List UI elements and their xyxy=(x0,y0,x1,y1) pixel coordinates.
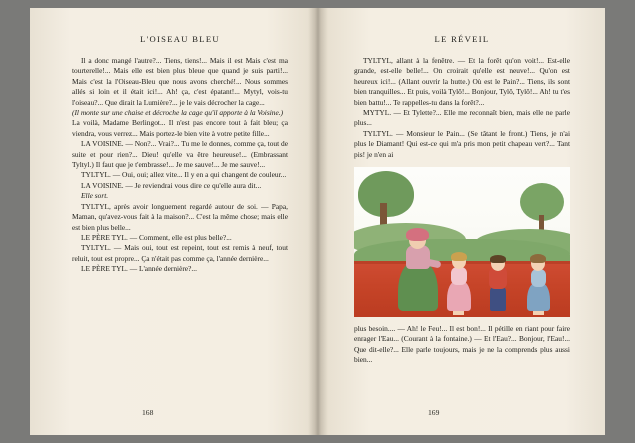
right-running-head: LE RÉVEIL xyxy=(434,34,490,44)
illustration-children-and-old-woman-on-red-path xyxy=(354,167,570,317)
right-folio: 169 xyxy=(428,408,440,417)
figure-old-woman xyxy=(398,225,438,311)
paragraph: TYLTYL. — Oui, oui; allez vite... Il y en a qui changent de couleur... xyxy=(81,170,287,180)
stage-direction-exit: Elle sort. xyxy=(81,191,109,201)
paragraph: LE PÈRE TYL. — L'année dernière?... xyxy=(81,264,197,274)
paragraph: Il a donc mangé l'autre?... Tiens, tiens!... Mais il est Mais c'est ma tourterelle!... Mais elle est bien plus bleue que quand je suis parti!... Mais c'est la l'Oiseau-Bleu que nous avons cherché!... Nous sommes allés si loin et il était ici!... Ah! ça, c'est épatant!... Mytyl, vois-tu l'oiseau?... Que dirait la Lumière?... je le vais décrocher la cage... xyxy=(72,56,288,107)
paragraph: TYLTYL, après avoir longuement regardé autour de soi. — Papa, Maman, qu'avez-vous fait à la maison?... C'est la même chose; mais elle est bien plus belle... xyxy=(72,201,288,232)
paragraph: plus besoin.... — Ah! le Feu!... Il est bon!... Il pétille en riant pour faire enrager l'Eau... (Courant à la fontaine.) — Et l'Eau?... Bonjour, l'Eau!... Que dit-elle?... Elle parle toujours, mais je ne la comprends plus aussi bien... xyxy=(354,324,570,365)
paragraph: LE PÈRE TYL. — Comment, elle est plus belle?... xyxy=(81,232,232,242)
book-gutter xyxy=(308,8,328,435)
left-folio: 168 xyxy=(142,408,154,417)
paragraph: TYLTYL. — Mais oui, tout est repeint, tout est remis à neuf, tout reluit, tout est propre... Ça n'était pas comme ça, l'année dernière... xyxy=(72,243,288,263)
paragraph: LA VOISINE. — Je reviendrai vous dire ce qu'elle aura dit... xyxy=(81,180,262,190)
paragraph: TYLTYL, allant à la fenêtre. — Et la forêt qu'on voit!... Est-elle grande, est-elle belle!... On croirait qu'elle est neuve!... Qu'on est heureux ici!... (Allant ouvrir la hutte.) Où est le Pain?... Tiens, ils sont bien tranquilles... Et puis, voilà Tylô!... Bonjour, Tylô, Tylô!... Ah! tu t'es bien battu!... Te rappelles-tu dans la forêt?... xyxy=(354,56,570,107)
figure-girl-blue xyxy=(526,245,552,311)
italic-stage-direction: (Il monte sur une chaise et décroche la cage qu'il apporte à la Voisine.) xyxy=(72,108,284,118)
figure-boy-red xyxy=(486,247,510,311)
paragraph-continuation: La voilà, Madame Berlingot... Il n'est pas encore tout à fait bleu; ça viendra, vous verrez... Mais portez-le bien vite à votre petite fille... xyxy=(72,118,288,138)
open-book xyxy=(30,8,605,435)
figure-girl-pink xyxy=(446,241,472,311)
right-page-text-column xyxy=(354,34,570,366)
paragraph: TYLTYL. — Monsieur le Pain... (Se tâtant le front.) Tiens, je n'ai plus le Diamant! Qui est-ce qui m'a pris mon petit chapeau vert?... Tant pis! je n'en ai xyxy=(354,128,570,159)
left-running-head: L'OISEAU BLEU xyxy=(140,34,220,44)
paragraph: LA VOISINE. — Non?... Vrai?... Tu me le donnes, comme ça, tout de suite et pour rien?... Dieu! qu'elle va être heureuse!... (Embrassant Tyltyl.) Il faut que je t'embrasse!... Je me sauve!... Je me sauve!... xyxy=(72,139,288,170)
left-page-text-column xyxy=(72,34,288,275)
paragraph: MYTYL. — Et Tylette?... Elle me reconnaît bien, mais elle ne parle plus... xyxy=(354,108,570,128)
